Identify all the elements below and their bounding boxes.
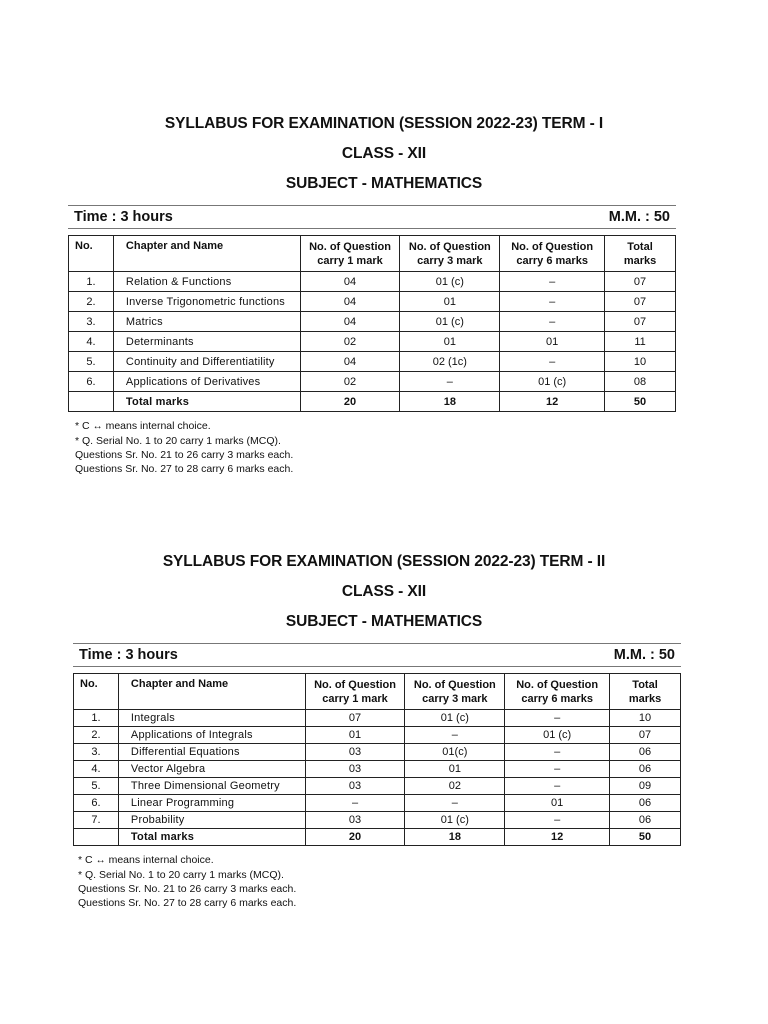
note-three-marks: Questions Sr. No. 21 to 26 carry 3 marks each. <box>78 883 297 895</box>
cell-q1: 03 <box>305 812 405 829</box>
table-row <box>69 332 676 352</box>
cell-chapter: Integrals <box>118 710 305 727</box>
cell-q6: 01 (c) <box>500 372 605 392</box>
cell-no: 5. <box>74 778 119 795</box>
cell-total: 08 <box>605 372 676 392</box>
table-row <box>74 744 681 761</box>
cell-q6: – <box>500 352 605 372</box>
cell-no: 6. <box>74 795 119 812</box>
class-label: CLASS - XII <box>341 145 427 162</box>
cell-q6: – <box>500 312 605 332</box>
cell-q6: 01 (c) <box>505 727 610 744</box>
cell-q6: – <box>505 761 610 778</box>
table-row <box>74 727 681 744</box>
double-arrow-icon: ↔ <box>95 855 106 866</box>
cell-no: 1. <box>69 272 114 292</box>
max-marks-label: M.M. : 50 <box>613 647 675 663</box>
cell-q3: 01 (c) <box>405 710 505 727</box>
cell-q3: 01 (c) <box>400 312 500 332</box>
notes <box>78 853 296 910</box>
cell-total: 06 <box>610 761 681 778</box>
cell-q1: 04 <box>300 312 400 332</box>
cell-q3: 02 <box>405 778 505 795</box>
cell-no: 5. <box>69 352 114 372</box>
table-row <box>69 372 676 392</box>
table-row <box>74 795 681 812</box>
table-body <box>69 272 676 412</box>
cell-no: 6. <box>69 372 114 392</box>
table-row <box>74 812 681 829</box>
cell-q6: – <box>500 272 605 292</box>
header-q6: No. of Question carry 6 marks <box>505 674 610 710</box>
cell-total: 10 <box>610 710 681 727</box>
cell-total: 09 <box>610 778 681 795</box>
cell-total: 07 <box>605 272 676 292</box>
cell-chapter: Vector Algebra <box>118 761 305 778</box>
table-row <box>69 312 676 332</box>
table-row <box>69 272 676 292</box>
cell-q1: 04 <box>300 292 400 312</box>
cell-no: 1. <box>74 710 119 727</box>
exam-meta-bar <box>68 205 676 229</box>
header-q1: No. of Question carry 1 mark <box>305 674 405 710</box>
section-title: SYLLABUS FOR EXAMINATION (SESSION 2022-23) TERM - I <box>164 115 604 132</box>
cell-q1: 03 <box>305 744 405 761</box>
header-no: No. <box>69 236 114 272</box>
cell-chapter: Matrics <box>113 312 300 332</box>
cell-chapter: Differential Equations <box>118 744 305 761</box>
total-total: 50 <box>610 829 681 846</box>
cell-no: 2. <box>69 292 114 312</box>
total-q6: 12 <box>505 829 610 846</box>
header-q3: No. of Question carry 3 mark <box>400 236 500 272</box>
cell-no: 4. <box>69 332 114 352</box>
cell-chapter: Probability <box>118 812 305 829</box>
total-label: Total marks <box>113 392 300 412</box>
cell-q1: 03 <box>305 761 405 778</box>
total-q1: 20 <box>300 392 400 412</box>
cell-q6: – <box>505 812 610 829</box>
cell-chapter: Determinants <box>113 332 300 352</box>
cell-chapter: Relation & Functions <box>113 272 300 292</box>
marks-table <box>73 673 681 846</box>
cell-chapter: Linear Programming <box>118 795 305 812</box>
cell-total: 06 <box>610 812 681 829</box>
note-six-marks: Questions Sr. No. 27 to 28 carry 6 marks each. <box>75 463 294 475</box>
cell-q3: – <box>405 727 505 744</box>
cell-q1: 03 <box>305 778 405 795</box>
cell-q1: 04 <box>300 272 400 292</box>
cell-total: 06 <box>610 744 681 761</box>
cell-no <box>69 392 114 412</box>
cell-q3: 01 <box>400 292 500 312</box>
total-total: 50 <box>605 392 676 412</box>
cell-q3: 01 (c) <box>400 272 500 292</box>
notes <box>75 419 293 476</box>
total-label: Total marks <box>118 829 305 846</box>
cell-no: 7. <box>74 812 119 829</box>
cell-q3: 02 (1c) <box>400 352 500 372</box>
cell-total: 07 <box>605 292 676 312</box>
note-mcq: * Q. Serial No. 1 to 20 carry 1 marks (MCQ). <box>75 435 281 447</box>
max-marks-label: M.M. : 50 <box>608 209 670 225</box>
cell-q3: – <box>405 795 505 812</box>
cell-q3: 01 (c) <box>405 812 505 829</box>
exam-meta-bar <box>73 643 681 667</box>
note-three-marks: Questions Sr. No. 21 to 26 carry 3 marks each. <box>75 449 294 461</box>
cell-q1: 01 <box>305 727 405 744</box>
cell-q1: – <box>305 795 405 812</box>
total-q1: 20 <box>305 829 405 846</box>
header-q3: No. of Question carry 3 mark <box>405 674 505 710</box>
total-q3: 18 <box>400 392 500 412</box>
note-six-marks: Questions Sr. No. 27 to 28 carry 6 marks each. <box>78 897 297 909</box>
cell-q3: 01(c) <box>405 744 505 761</box>
cell-q6: 01 <box>500 332 605 352</box>
cell-no: 3. <box>69 312 114 332</box>
cell-total: 07 <box>610 727 681 744</box>
total-q6: 12 <box>500 392 605 412</box>
header-no: No. <box>74 674 119 710</box>
header-q6: No. of Question carry 6 marks <box>500 236 605 272</box>
table-body <box>74 710 681 846</box>
cell-q6: – <box>500 292 605 312</box>
note-internal-choice: * C ↔ means internal choice. <box>75 420 211 432</box>
double-arrow-icon: ↔ <box>92 421 103 432</box>
cell-q1: 07 <box>305 710 405 727</box>
cell-q6: – <box>505 778 610 795</box>
cell-q3: – <box>400 372 500 392</box>
table-header-row <box>69 236 676 272</box>
cell-q6: – <box>505 710 610 727</box>
cell-q1: 04 <box>300 352 400 372</box>
cell-q6: – <box>505 744 610 761</box>
header-chapter: Chapter and Name <box>118 674 305 710</box>
cell-chapter: Applications of Derivatives <box>113 372 300 392</box>
note-internal-choice: * C ↔ means internal choice. <box>78 854 214 866</box>
time-label: Time : 3 hours <box>74 209 173 225</box>
header-chapter: Chapter and Name <box>113 236 300 272</box>
cell-chapter: Inverse Trigonometric functions <box>113 292 300 312</box>
cell-total: 11 <box>605 332 676 352</box>
header-q1: No. of Question carry 1 mark <box>300 236 400 272</box>
cell-no: 4. <box>74 761 119 778</box>
subject-label: SUBJECT - MATHEMATICS <box>285 175 483 192</box>
cell-chapter: Three Dimensional Geometry <box>118 778 305 795</box>
cell-chapter: Applications of Integrals <box>118 727 305 744</box>
cell-total: 07 <box>605 312 676 332</box>
table-row <box>74 710 681 727</box>
section-title: SYLLABUS FOR EXAMINATION (SESSION 2022-23) TERM - II <box>162 553 606 570</box>
cell-no: 2. <box>74 727 119 744</box>
cell-q1: 02 <box>300 332 400 352</box>
total-row <box>69 392 676 412</box>
note-mcq: * Q. Serial No. 1 to 20 carry 1 marks (MCQ). <box>78 869 284 881</box>
cell-total: 10 <box>605 352 676 372</box>
cell-no <box>74 829 119 846</box>
table-header-row <box>74 674 681 710</box>
cell-q1: 02 <box>300 372 400 392</box>
cell-total: 06 <box>610 795 681 812</box>
marks-table <box>68 235 676 412</box>
table-row <box>69 352 676 372</box>
cell-q3: 01 <box>405 761 505 778</box>
table-row <box>69 292 676 312</box>
class-label: CLASS - XII <box>341 583 427 600</box>
subject-label: SUBJECT - MATHEMATICS <box>285 613 483 630</box>
total-row <box>74 829 681 846</box>
header-total: Total marks <box>605 236 676 272</box>
cell-q6: 01 <box>505 795 610 812</box>
cell-q3: 01 <box>400 332 500 352</box>
table-row <box>74 778 681 795</box>
header-total: Total marks <box>610 674 681 710</box>
table-row <box>74 761 681 778</box>
cell-chapter: Continuity and Differentiatility <box>113 352 300 372</box>
time-label: Time : 3 hours <box>79 647 178 663</box>
cell-no: 3. <box>74 744 119 761</box>
total-q3: 18 <box>405 829 505 846</box>
